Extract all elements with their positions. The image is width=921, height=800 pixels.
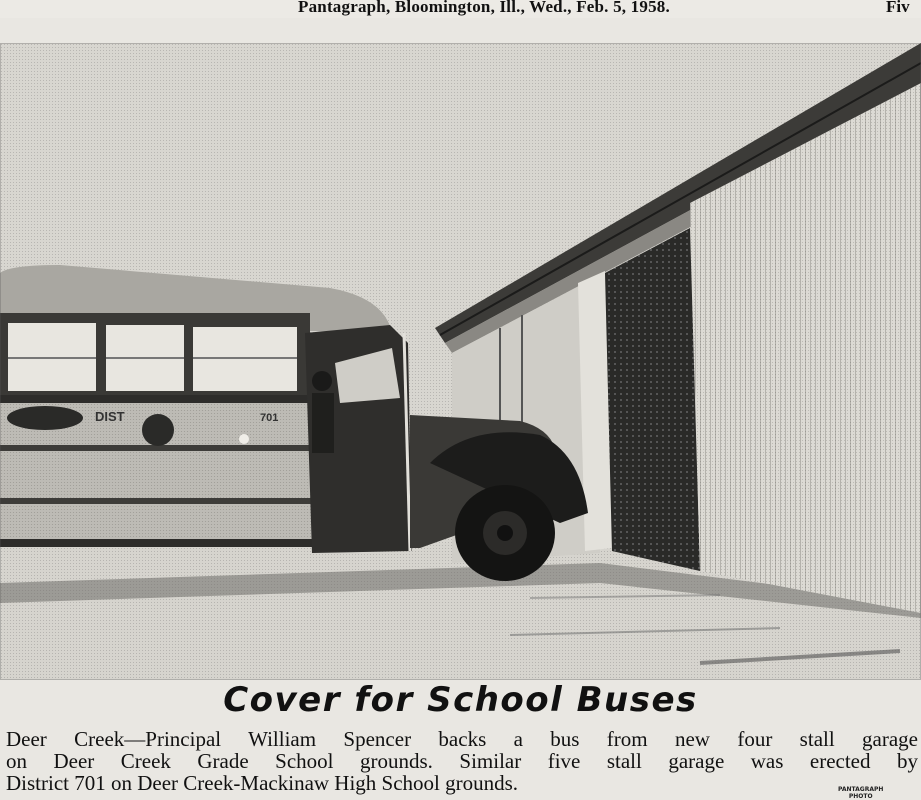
photo-credit-line: PANTAGRAPH (838, 786, 884, 793)
bus-lettering-number: 701 (260, 412, 279, 424)
photo-credit-line: PHOTO (848, 793, 873, 800)
garage-stall-opening (605, 228, 700, 571)
page-number-fragment: Fiv (886, 0, 910, 16)
caption-title: Cover for School Buses (223, 680, 698, 720)
bus-lettering-district: DIST (95, 409, 125, 424)
caption-line: District 701 on Deer Creek-Mackinaw High School grounds. (6, 771, 519, 795)
caption-line: Deer Creek—Principal William Spencer backs a bus from new four stall garage (6, 727, 918, 751)
news-photo (0, 43, 921, 680)
photo-credit (838, 786, 883, 800)
caption-line: on Deer Creek Grade School grounds. Similar five stall garage was erected by (6, 749, 918, 773)
caption-body (6, 728, 918, 794)
masthead (0, 0, 921, 18)
masthead-dateline: Pantagraph, Bloomington, Ill., Wed., Feb. 5, 1958. (298, 0, 670, 16)
